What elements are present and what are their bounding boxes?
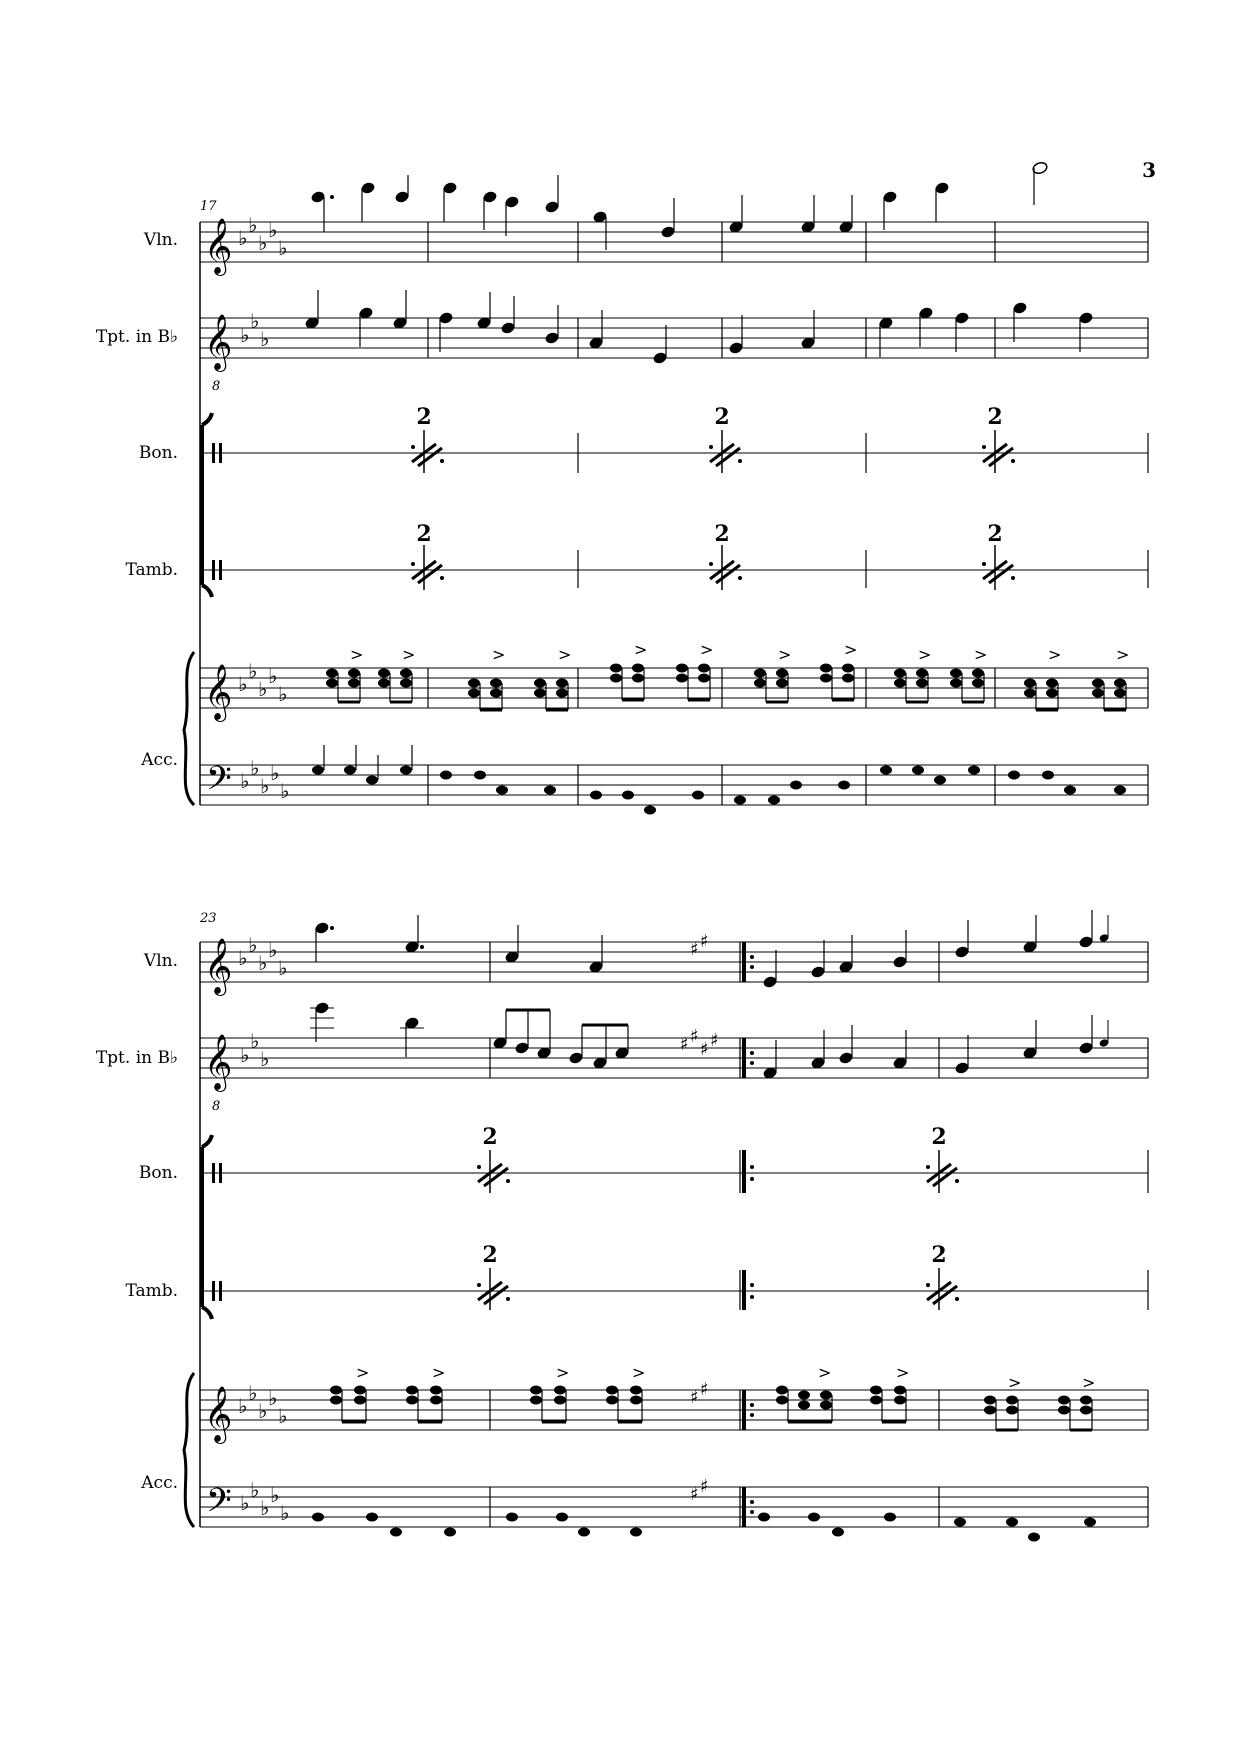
svg-text:♭: ♭ xyxy=(240,1043,250,1067)
svg-text:2: 2 xyxy=(416,521,432,547)
treble-clef-icon: 𝄞 xyxy=(204,1386,233,1442)
svg-text:♭: ♭ xyxy=(278,236,288,260)
svg-text:♯: ♯ xyxy=(700,1379,709,1400)
treble-clef-icon: 𝄞 xyxy=(204,664,233,720)
instrument-label-tambourine: Tamb. xyxy=(125,560,178,580)
staff-trumpet xyxy=(200,1002,1148,1114)
instrument-label-violin: Vln. xyxy=(143,951,178,971)
svg-text:♯: ♯ xyxy=(690,1387,699,1408)
staff-bongos xyxy=(200,404,1148,473)
chords xyxy=(327,664,1127,710)
percussion-clef-icon xyxy=(212,443,215,463)
svg-text:>: > xyxy=(356,1363,370,1382)
svg-text:2: 2 xyxy=(987,521,1003,547)
svg-text:8: 8 xyxy=(212,1099,221,1114)
svg-text:♭: ♭ xyxy=(258,1399,268,1423)
bass-notes xyxy=(313,745,1126,814)
svg-text:♭: ♭ xyxy=(250,756,260,780)
svg-text:♯: ♯ xyxy=(710,1030,719,1051)
svg-text:♭: ♭ xyxy=(240,1491,250,1515)
svg-text:♭: ♭ xyxy=(248,933,258,957)
svg-text:♭: ♭ xyxy=(278,956,288,980)
svg-text:♭: ♭ xyxy=(280,779,290,803)
svg-text:♭: ♭ xyxy=(280,1501,290,1525)
bass-clef-icon: 𝄢 xyxy=(206,1482,232,1528)
treble-clef-8vb-icon: 𝄞 xyxy=(204,314,233,370)
instrument-label-trumpet: Tpt. in B♭ xyxy=(95,327,178,347)
svg-text:>: > xyxy=(556,1363,570,1382)
svg-text:2: 2 xyxy=(931,1242,947,1268)
svg-text:2: 2 xyxy=(931,1124,947,1150)
svg-text:>: > xyxy=(432,1363,446,1382)
staff-violin xyxy=(200,910,1148,996)
instrument-label-violin: Vln. xyxy=(143,230,178,250)
instrument-label-tambourine: Tamb. xyxy=(125,1281,178,1301)
brace-icon xyxy=(184,652,194,805)
svg-text:>: > xyxy=(632,1363,646,1382)
system-2 xyxy=(96,910,1148,1541)
staff-accordion-treble xyxy=(200,640,1148,722)
svg-text:>: > xyxy=(634,640,648,659)
svg-text:♭: ♭ xyxy=(248,213,258,237)
svg-text:>: > xyxy=(492,645,506,664)
svg-text:♭: ♭ xyxy=(260,1047,270,1071)
staff-accordion-bass xyxy=(200,1476,1148,1541)
svg-text:♭: ♭ xyxy=(268,664,278,688)
svg-text:♭: ♭ xyxy=(270,761,280,785)
repeat-marks xyxy=(411,404,1015,473)
svg-text:2: 2 xyxy=(714,404,730,430)
svg-text:♯: ♯ xyxy=(700,1476,709,1497)
svg-text:♭: ♭ xyxy=(258,951,268,975)
treble-clef-icon: 𝄞 xyxy=(204,218,233,274)
svg-text:8: 8 xyxy=(212,379,221,394)
svg-text:>: > xyxy=(778,645,792,664)
instrument-label-accordion: Acc. xyxy=(141,1473,178,1493)
svg-text:♭: ♭ xyxy=(250,1478,260,1502)
svg-text:>: > xyxy=(350,645,364,664)
measure-number: 17 xyxy=(200,199,217,214)
svg-text:♭: ♭ xyxy=(260,774,270,798)
staff-tambourine xyxy=(200,521,1148,590)
svg-text:>: > xyxy=(402,645,416,664)
svg-text:>: > xyxy=(1116,645,1130,664)
staff-trumpet xyxy=(200,290,1148,394)
svg-text:>: > xyxy=(896,1363,910,1382)
percussion-clef-icon xyxy=(212,1163,215,1183)
svg-text:♭: ♭ xyxy=(240,769,250,793)
system-1 xyxy=(96,161,1148,814)
svg-text:♯: ♯ xyxy=(690,1484,699,1505)
percussion-clef-icon xyxy=(212,1281,215,1301)
instrument-label-bongos: Bon. xyxy=(138,1163,178,1183)
svg-text:>: > xyxy=(844,640,858,659)
staff-violin xyxy=(200,161,1148,276)
svg-text:>: > xyxy=(1082,1373,1096,1392)
svg-text:♭: ♭ xyxy=(268,1386,278,1410)
svg-text:>: > xyxy=(700,640,714,659)
svg-text:♭: ♭ xyxy=(238,1394,248,1418)
bass-clef-icon: 𝄢 xyxy=(206,760,232,806)
brace-icon xyxy=(184,1373,194,1527)
svg-text:♭: ♭ xyxy=(238,672,248,696)
svg-text:♭: ♭ xyxy=(250,1029,260,1053)
svg-text:>: > xyxy=(974,645,988,664)
notes xyxy=(305,290,1093,364)
key-signature xyxy=(238,213,287,260)
svg-text:2: 2 xyxy=(987,404,1003,430)
svg-text:♭: ♭ xyxy=(278,682,288,706)
staff-bongos xyxy=(200,1124,1148,1193)
svg-text:♯: ♯ xyxy=(690,1026,699,1047)
svg-text:2: 2 xyxy=(416,404,432,430)
staff-accordion-treble xyxy=(200,1363,1148,1444)
svg-text:2: 2 xyxy=(482,1242,498,1268)
treble-clef-icon: 𝄞 xyxy=(204,938,233,994)
svg-text:♭: ♭ xyxy=(238,946,248,970)
treble-clef-8vb-icon: 𝄞 xyxy=(204,1034,233,1090)
svg-text:♭: ♭ xyxy=(248,659,258,683)
svg-text:♯: ♯ xyxy=(700,1039,709,1060)
svg-text:♭: ♭ xyxy=(238,226,248,250)
repeat-start xyxy=(740,1270,754,1310)
percussion-clef-icon xyxy=(212,560,215,580)
svg-text:2: 2 xyxy=(714,521,730,547)
key-signature xyxy=(240,309,269,351)
svg-text:♯: ♯ xyxy=(690,939,699,960)
svg-text:♭: ♭ xyxy=(260,1496,270,1520)
svg-text:♭: ♭ xyxy=(268,938,278,962)
page-number: 3 xyxy=(1142,158,1156,182)
svg-text:♭: ♭ xyxy=(258,677,268,701)
svg-text:♭: ♭ xyxy=(248,1381,258,1405)
repeat-start xyxy=(740,1150,754,1193)
repeat-marks xyxy=(411,521,1015,590)
svg-text:>: > xyxy=(558,645,572,664)
staff-accordion-bass xyxy=(200,745,1148,814)
svg-text:♯: ♯ xyxy=(700,931,709,952)
svg-text:♭: ♭ xyxy=(258,231,268,255)
measure-number: 23 xyxy=(200,911,217,926)
svg-text:♭: ♭ xyxy=(270,1483,280,1507)
svg-text:>: > xyxy=(918,645,932,664)
svg-text:♭: ♭ xyxy=(260,327,270,351)
svg-text:♯: ♯ xyxy=(680,1034,689,1055)
notes xyxy=(311,161,1048,250)
instrument-label-accordion: Acc. xyxy=(141,750,178,770)
svg-text:>: > xyxy=(1048,645,1062,664)
svg-text:>: > xyxy=(818,1363,832,1382)
svg-text:♭: ♭ xyxy=(268,218,278,242)
svg-text:>: > xyxy=(1008,1373,1022,1392)
svg-text:♭: ♭ xyxy=(240,323,250,347)
svg-text:2: 2 xyxy=(482,1124,498,1150)
accent-marks xyxy=(350,640,1129,664)
instrument-label-bongos: Bon. xyxy=(138,443,178,463)
svg-text:♭: ♭ xyxy=(278,1404,288,1428)
staff-tambourine xyxy=(200,1242,1148,1310)
instrument-label-trumpet: Tpt. in B♭ xyxy=(95,1048,178,1068)
svg-text:♭: ♭ xyxy=(250,309,260,333)
